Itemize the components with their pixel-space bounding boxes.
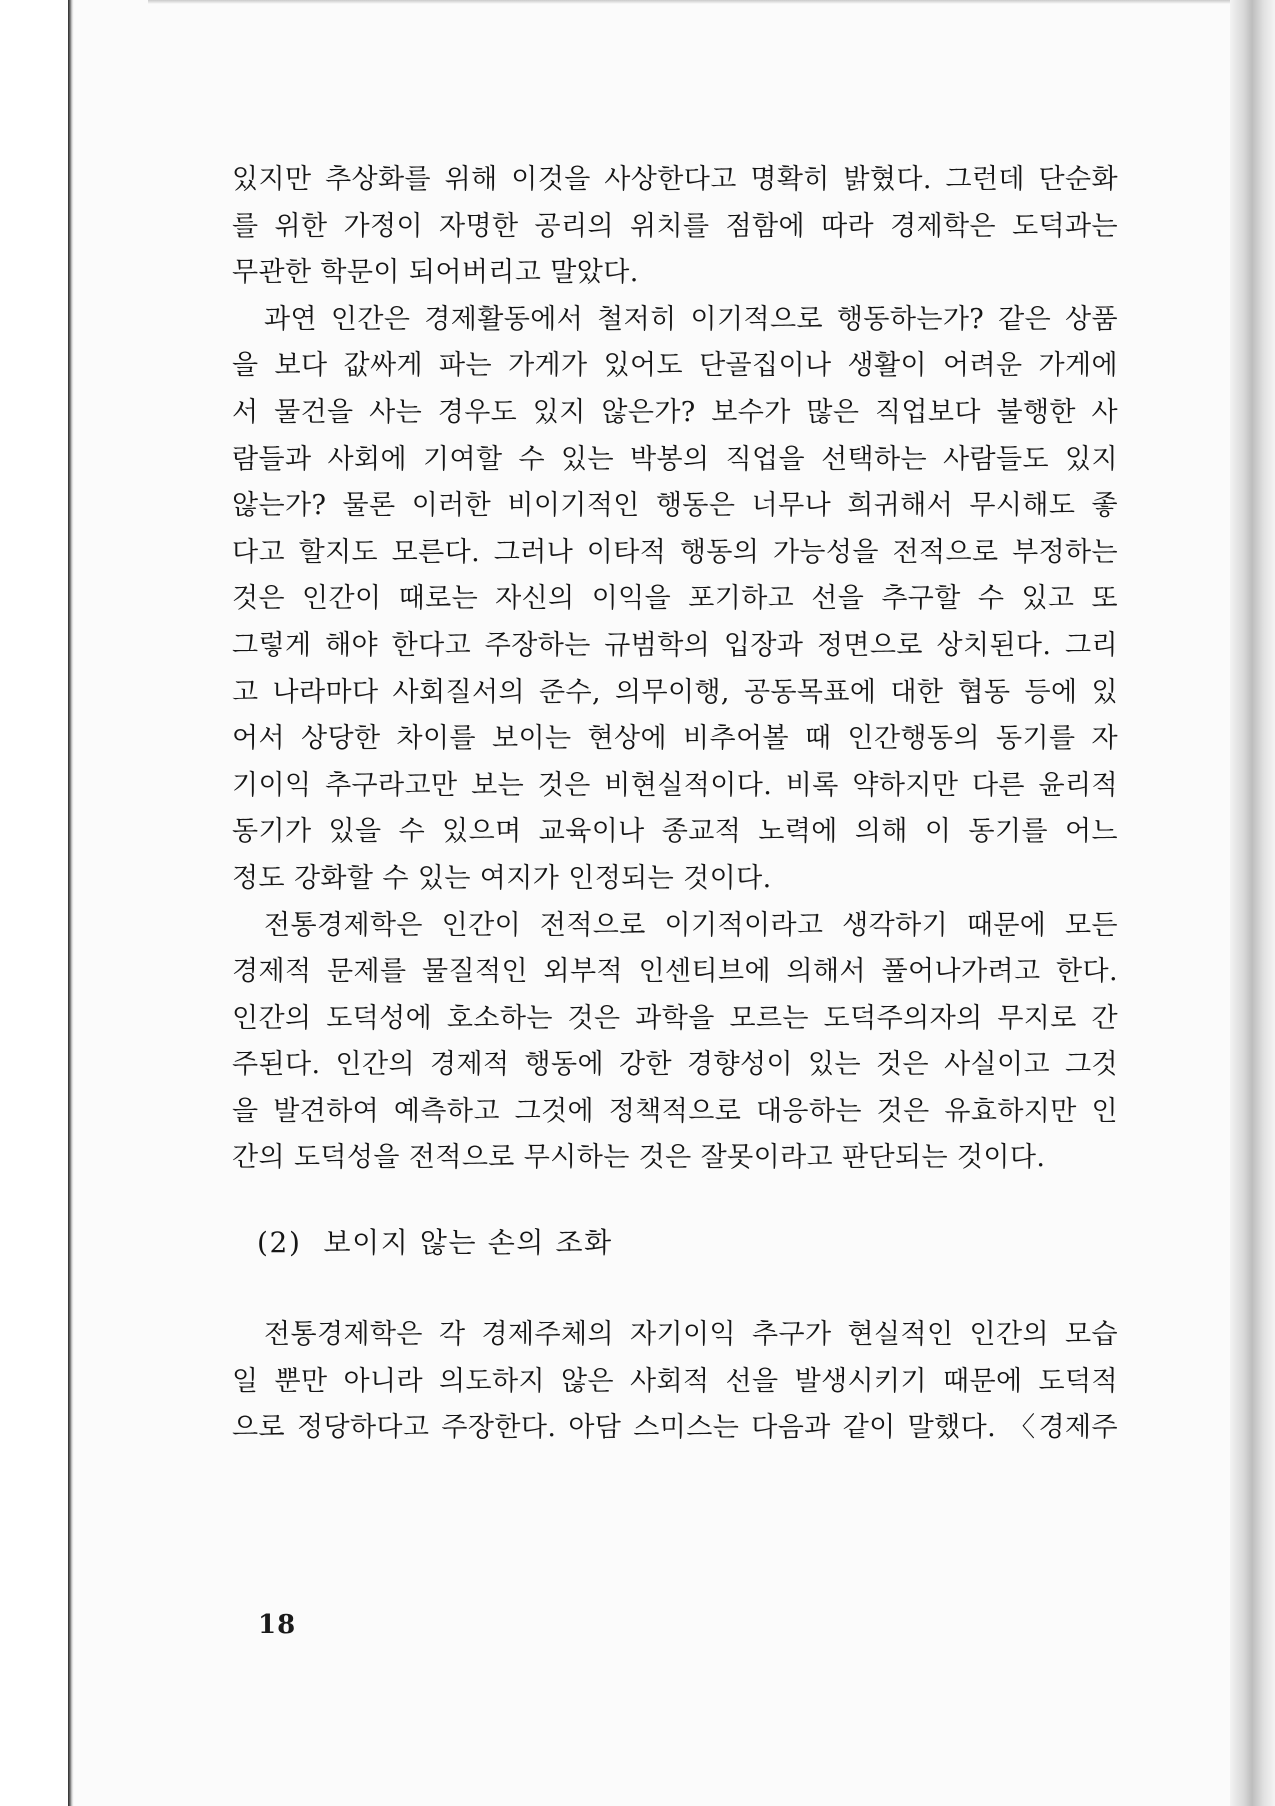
- text-line: 서 물건을 사는 경우도 있지 않은가? 보수가 많은 직업보다 불행한 사: [232, 396, 1118, 428]
- text-line: 일 뿐만 아니라 의도하지 않은 사회적 선을 발생시키기 때문에 도덕적: [232, 1365, 1118, 1397]
- text-line: 를 위한 가정이 자명한 공리의 위치를 점함에 따라 경제학은 도덕과는: [232, 210, 1118, 242]
- text-line: 동기가 있을 수 있으며 교육이나 종교적 노력에 의해 이 동기를 어느: [232, 816, 1118, 848]
- text-line: 전통경제학은 인간이 전적으로 이기적이라고 생각하기 때문에 모든: [264, 909, 1118, 941]
- text-line: 것은 인간이 때로는 자신의 이익을 포기하고 선을 추구할 수 있고 또: [232, 583, 1118, 615]
- text-line: 으로 정당하다고 주장한다. 아담 스미스는 다음과 같이 말했다. 〈경제주: [232, 1412, 1118, 1444]
- text-line: 을 발견하여 예측하고 그것에 정책적으로 대응하는 것은 유효하지만 인: [232, 1095, 1118, 1127]
- text-line: 경제적 문제를 물질적인 외부적 인센티브에 의해서 풀어나가려고 한다.: [232, 956, 1118, 988]
- paragraph-continued: [232, 157, 1118, 297]
- text-line: 그렇게 해야 한다고 주장하는 규범학의 입장과 정면으로 상치된다. 그리: [232, 629, 1118, 661]
- section-heading: [232, 1220, 1118, 1266]
- paragraph-traditional-economics: [232, 903, 1118, 1183]
- text-line: 어서 상당한 차이를 보이는 현상에 비추어볼 때 인간행동의 동기를 자: [232, 723, 1118, 755]
- section-number: (2): [257, 1226, 302, 1260]
- text-line: 않는가? 물론 이러한 비이기적인 행동은 너무나 희귀해서 무시해도 좋: [232, 490, 1118, 522]
- page-body-text: [232, 157, 1118, 1452]
- text-line: 전통경제학은 각 경제주체의 자기이익 추구가 현실적인 인간의 모습: [264, 1319, 1118, 1351]
- page-right-shadow: [1230, 0, 1275, 1806]
- text-line: 정도 강화할 수 있는 여지가 인정되는 것이다.: [232, 862, 772, 894]
- text-line: 고 나라마다 사회질서의 준수, 의무이행, 공동목표에 대한 협동 등에 있: [232, 676, 1118, 708]
- text-line: 있지만 추상화를 위해 이것을 사상한다고 명확히 밝혔다. 그런데 단순화: [232, 164, 1118, 195]
- section-title: 보이지 않는 손의 조화: [323, 1226, 613, 1260]
- text-line: 주된다. 인간의 경제적 행동에 강한 경향성이 있는 것은 사실이고 그것: [232, 1049, 1118, 1081]
- text-line: 기이익 추구라고만 보는 것은 비현실적이다. 비록 약하지만 다른 윤리적: [232, 769, 1118, 801]
- text-line: 다고 할지도 모른다. 그러나 이타적 행동의 가능성을 전적으로 부정하는: [232, 536, 1118, 568]
- page-number: 18: [258, 1610, 297, 1640]
- text-line: 간의 도덕성을 전적으로 무시하는 것은 잘못이라고 판단되는 것이다.: [232, 1142, 1046, 1174]
- text-line: 람들과 사회에 기여할 수 있는 박봉의 직업을 선택하는 사람들도 있지: [232, 443, 1118, 475]
- text-line: 을 보다 값싸게 파는 가게가 있어도 단골집이나 생활이 어려운 가게에: [232, 350, 1118, 382]
- text-line: 과연 인간은 경제활동에서 철저히 이기적으로 행동하는가? 같은 상품: [264, 303, 1118, 335]
- page-top-edge: [148, 0, 1248, 4]
- paragraph-invisible-hand: [232, 1312, 1118, 1452]
- paragraph-human-behavior: [232, 297, 1118, 903]
- text-line: 인간의 도덕성에 호소하는 것은 과학을 모르는 도덕주의자의 무지로 간: [232, 1002, 1118, 1034]
- text-line: 무관한 학문이 되어버리고 말았다.: [232, 257, 639, 289]
